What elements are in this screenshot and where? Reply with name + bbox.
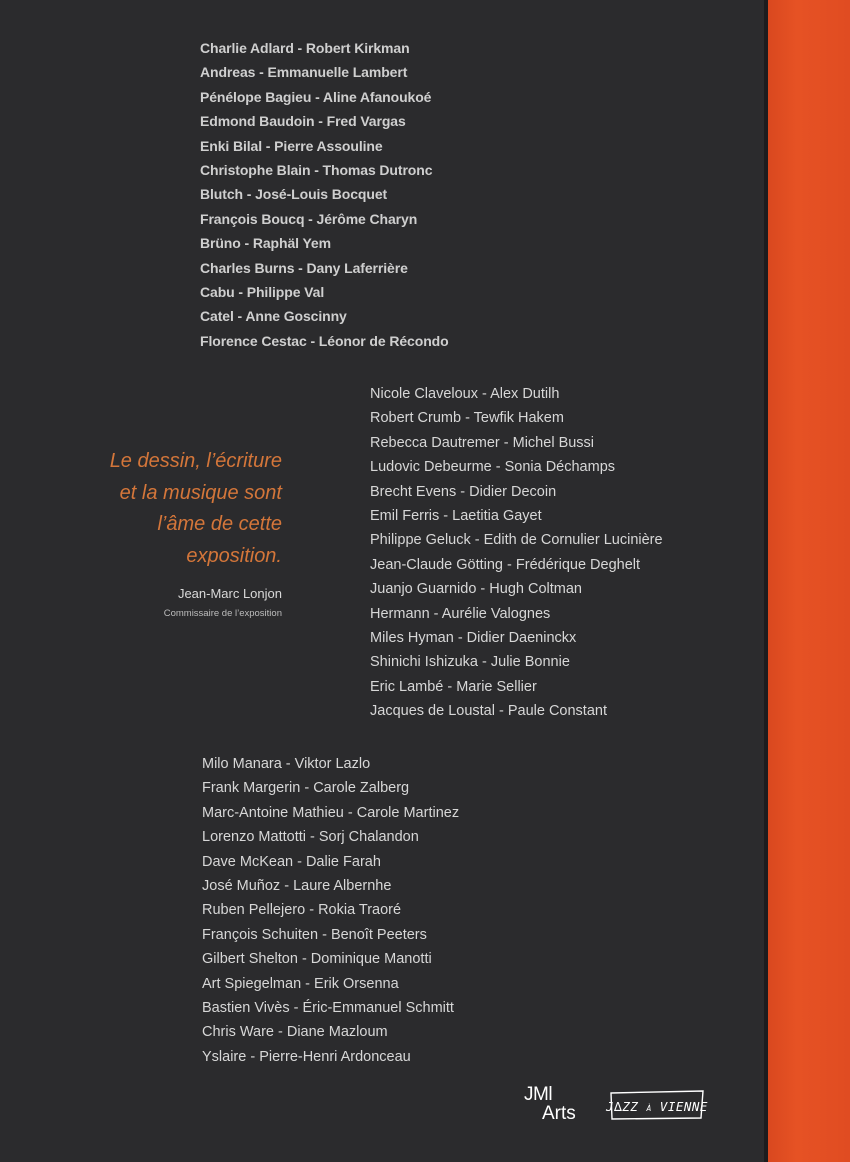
contributor-pair: Brecht Evens - Didier Decoin xyxy=(370,483,557,500)
contributor-pair: Dave McKean - Dalie Farah xyxy=(202,853,381,870)
contributor-pair: Lorenzo Mattotti - Sorj Chalandon xyxy=(202,829,419,846)
contributor-pair: François Boucq - Jérôme Charyn xyxy=(200,210,418,227)
contributor-pair: Shinichi Ishizuka - Julie Bonnie xyxy=(370,654,570,671)
contributor-pair: Frank Margerin - Carole Zalberg xyxy=(202,780,410,797)
contributor-pair: Hermann - Aurélie Valognes xyxy=(370,605,551,622)
quote-author-role: Commissaire de l’exposition xyxy=(163,608,282,619)
contributor-pair: Art Spiegelman - Erik Orsenna xyxy=(202,975,399,992)
contributor-pair: Jean-Claude Götting - Frédérique Deghelt xyxy=(370,556,641,573)
contributor-pair: Blutch - José-Louis Bocquet xyxy=(200,186,388,203)
quote-line: exposition. xyxy=(186,544,282,567)
contributor-pair: Nicole Claveloux - Alex Dutilh xyxy=(370,386,560,402)
contributor-pair: Charlie Adlard - Robert Kirkman xyxy=(200,40,410,56)
jml-logo-line2: Arts xyxy=(542,1103,576,1124)
contributor-pair: Marc-Antoine Mathieu - Carole Martinez xyxy=(202,804,460,821)
contributor-pair: Christophe Blain - Thomas Dutronc xyxy=(200,161,433,178)
contributor-pair: Ludovic Debeurme - Sonia Déchamps xyxy=(370,459,616,476)
quote-line: Le dessin, l’écriture xyxy=(109,450,282,472)
contributor-pair: Andreas - Emmanuelle Lambert xyxy=(200,64,408,81)
contributor-pair: José Muñoz - Laure Albernhe xyxy=(202,877,392,894)
contributor-pair: Gilbert Shelton - Dominique Manotti xyxy=(202,951,432,968)
contributor-pair: Catel - Anne Goscinny xyxy=(200,308,347,325)
contributor-pair: Jacques de Loustal - Paule Constant xyxy=(370,703,607,720)
curator-quote xyxy=(60,446,282,572)
contributor-pair: Yslaire - Pierre-Henri Ardonceau xyxy=(202,1048,411,1065)
contributor-pair: Eric Lambé - Marie Sellier xyxy=(370,678,537,695)
contributor-pair: Juanjo Guarnido - Hugh Coltman xyxy=(370,581,582,598)
jazz-a-vienne-logo xyxy=(606,1090,708,1120)
contributor-pair: Bastien Vivès - Éric-Emmanuel Schmitt xyxy=(202,999,454,1016)
contributor-pair: Pénélope Bagieu - Aline Afanoukoé xyxy=(200,88,432,105)
contributor-pair: Edmond Baudoin - Fred Vargas xyxy=(200,113,406,130)
contributor-list-3 xyxy=(202,752,459,1069)
contributor-pair: Ruben Pellejero - Rokia Traoré xyxy=(202,902,402,919)
contributor-pair: Cabu - Philippe Val xyxy=(200,283,325,300)
contributor-pair: Chris Ware - Diane Mazloum xyxy=(202,1024,388,1041)
contributor-pair: Robert Crumb - Tewfik Hakem xyxy=(370,410,564,427)
contributor-pair: Rebecca Dautremer - Michel Bussi xyxy=(370,434,595,451)
contributor-pair: Philippe Geluck - Edith de Cornulier Lucinière xyxy=(370,532,663,549)
contributor-pair: Enki Bilal - Pierre Assouline xyxy=(200,137,383,154)
jml-logo-line1: JMl xyxy=(524,1084,553,1105)
svg-text:J∆ZZ À VIENNE: J∆ZZ À VIENNE xyxy=(606,1099,708,1115)
contributor-pair: Brüno - Raphäl Yem xyxy=(200,235,331,252)
quote-author: Jean-Marc Lonjon xyxy=(177,586,282,601)
contributor-pair: Emil Ferris - Laetitia Gayet xyxy=(370,507,542,524)
contributor-pair: François Schuiten - Benoît Peeters xyxy=(202,926,427,943)
quote-line: l’âme de cette xyxy=(157,513,282,535)
quote-line: et la musique sont xyxy=(119,481,282,504)
contributor-pair: Miles Hyman - Didier Daeninckx xyxy=(370,629,577,646)
contributor-list-1 xyxy=(200,36,449,353)
contributor-pair: Milo Manara - Viktor Lazlo xyxy=(202,756,371,772)
contributor-list-2 xyxy=(370,382,663,723)
contributor-pair: Charles Burns - Dany Laferrière xyxy=(200,259,408,276)
cloth-spine xyxy=(768,0,850,1162)
jml-arts-logo xyxy=(524,1085,588,1123)
contributor-pair: Florence Cestac - Léonor de Récondo xyxy=(200,332,449,349)
